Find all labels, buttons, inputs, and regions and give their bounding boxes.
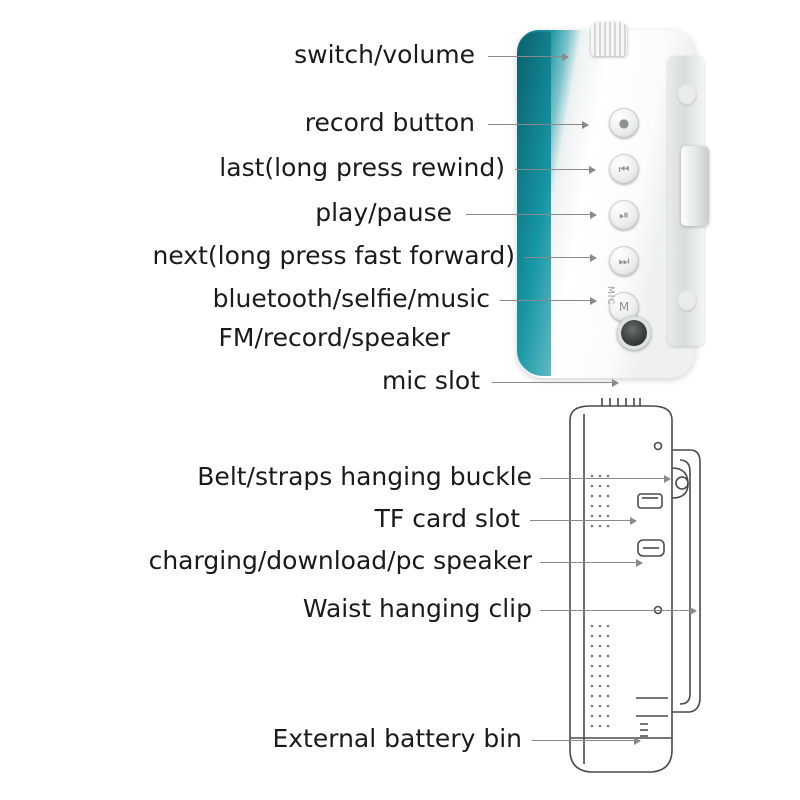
callout-label-switch-volume: switch/volume: [294, 40, 475, 69]
callout-label-next: next(long press fast forward): [152, 241, 515, 270]
callout-label-charging-download: charging/download/pc speaker: [148, 546, 532, 575]
strap-lug-top: [677, 84, 697, 106]
record-button-shape[interactable]: [609, 108, 639, 138]
mode-icon: M: [618, 300, 630, 314]
next-track-icon: ⏭: [618, 253, 630, 268]
leader-waist-clip: [540, 610, 696, 611]
strap-lug-bottom: [677, 290, 697, 312]
previous-track-icon: ⏮: [618, 161, 630, 176]
leader-tf-card-slot: [530, 520, 636, 521]
leader-record-button: [488, 124, 588, 125]
device-front-view: [505, 18, 720, 393]
play-pause-button-shape[interactable]: [609, 200, 639, 230]
next-button-shape[interactable]: [609, 246, 639, 276]
mic-slot-shape[interactable]: [617, 316, 651, 350]
callout-label-record-button: record button: [304, 108, 475, 137]
leader-switch-volume: [488, 56, 568, 57]
callout-label-tf-card-slot: TF card slot: [374, 504, 520, 533]
callout-label-play-pause: play/pause: [315, 198, 452, 227]
callout-label-last: last(long press rewind): [219, 153, 505, 182]
leader-battery-bin: [532, 740, 640, 741]
callout-label-fm-record-speaker: FM/record/speaker: [218, 323, 450, 352]
device-back-view: [540, 398, 720, 788]
callout-label-waist-clip: Waist hanging clip: [302, 594, 532, 623]
callout-label-bluetooth-selfie-music: bluetooth/selfie/music: [212, 284, 490, 313]
leader-charging-download: [540, 562, 642, 563]
callout-label-battery-bin: External battery bin: [272, 724, 522, 753]
callout-label-mic-slot: mic slot: [381, 366, 480, 395]
leader-mic-slot: [492, 382, 618, 383]
mic-marking-label: MIC: [605, 286, 615, 306]
leader-last: [515, 169, 595, 170]
device-back-outline-svg: [540, 398, 720, 788]
device-teal-edge: [517, 32, 551, 376]
record-icon: ●: [618, 116, 630, 130]
leader-next: [524, 257, 596, 258]
leader-play-pause: [466, 214, 596, 215]
play-pause-icon: ⏯: [619, 207, 629, 222]
callout-label-belt-buckle: Belt/straps hanging buckle: [197, 462, 532, 491]
leader-belt-buckle: [540, 478, 670, 479]
leader-bluetooth-selfie-music: [500, 300, 596, 301]
waist-clip-shape: [681, 146, 709, 226]
prev-button-shape[interactable]: [609, 154, 639, 184]
volume-knob[interactable]: [591, 22, 627, 56]
